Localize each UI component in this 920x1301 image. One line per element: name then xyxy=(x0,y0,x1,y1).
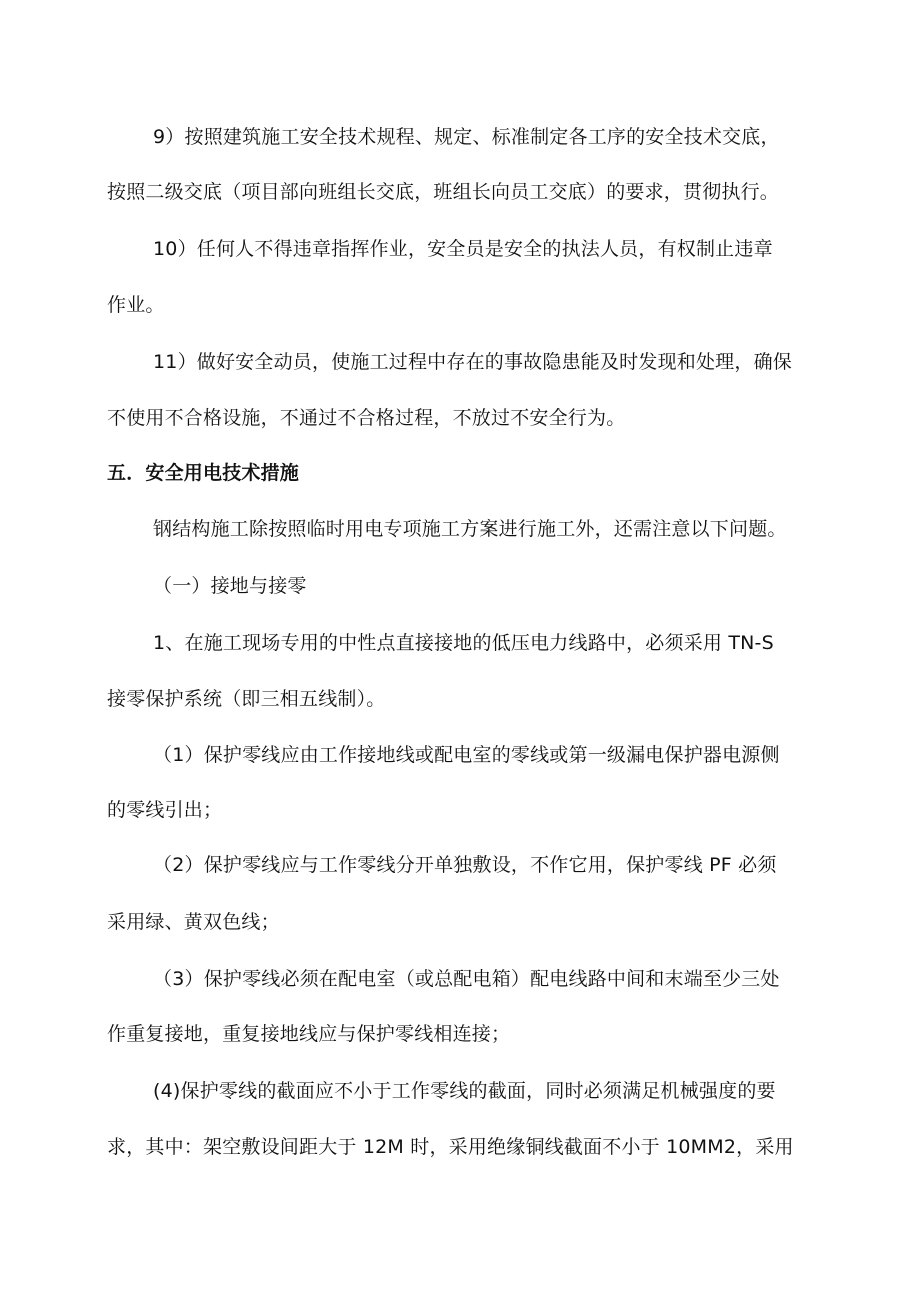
paragraph-line: （2）保护零线应与工作零线分开单独敷设，不作它用，保护零线 PF 必须 xyxy=(153,854,777,876)
paragraph-line: 作重复接地，重复接地线应与保护零线相连接； xyxy=(107,1023,511,1045)
subsection-heading: （一）接地与接零 xyxy=(153,575,307,597)
paragraph-line: （3）保护零线必须在配电室（或总配电箱）配电线路中间和末端至少三处 xyxy=(153,968,780,990)
section-heading: 五．安全用电技术措施 xyxy=(107,462,300,484)
paragraph-line: 的零线引出； xyxy=(107,799,223,821)
paragraph-line: 采用绿、黄双色线； xyxy=(107,911,280,933)
paragraph-line: 按照二级交底（项目部向班组长交底，班组长向员工交底）的要求，贯彻执行。 xyxy=(107,181,780,203)
paragraph-line: 作业。 xyxy=(107,294,165,316)
paragraph-line: (4)保护零线的截面应不小于工作零线的截面，同时必须满足机械强度的要 xyxy=(153,1080,776,1102)
paragraph-line: 10）任何人不得违章指挥作业，安全员是安全的执法人员，有权制止违章 xyxy=(153,238,773,260)
paragraph-line: 求，其中：架空敷设间距大于 12M 时，采用绝缘铜线截面不小于 10MM2，采用 xyxy=(107,1136,794,1158)
paragraph-line: 9）按照建筑施工安全技术规程、规定、标准制定各工序的安全技术交底， xyxy=(153,126,780,148)
paragraph-line: （1）保护零线应由工作接地线或配电室的零线或第一级漏电保护器电源侧 xyxy=(153,744,780,766)
paragraph-line: 钢结构施工除按照临时用电专项施工方案进行施工外，还需注意以下问题。 xyxy=(153,518,787,540)
paragraph-line: 接零保护系统（即三相五线制）。 xyxy=(107,688,386,710)
paragraph-line: 不使用不合格设施，不通过不合格过程，不放过不安全行为。 xyxy=(107,407,626,429)
paragraph-line: 1、在施工现场专用的中性点直接接地的低压电力线路中，必须采用 TN-S xyxy=(153,632,774,654)
paragraph-line: 11）做好安全动员，使施工过程中存在的事故隐患能及时发现和处理，确保 xyxy=(153,351,792,373)
